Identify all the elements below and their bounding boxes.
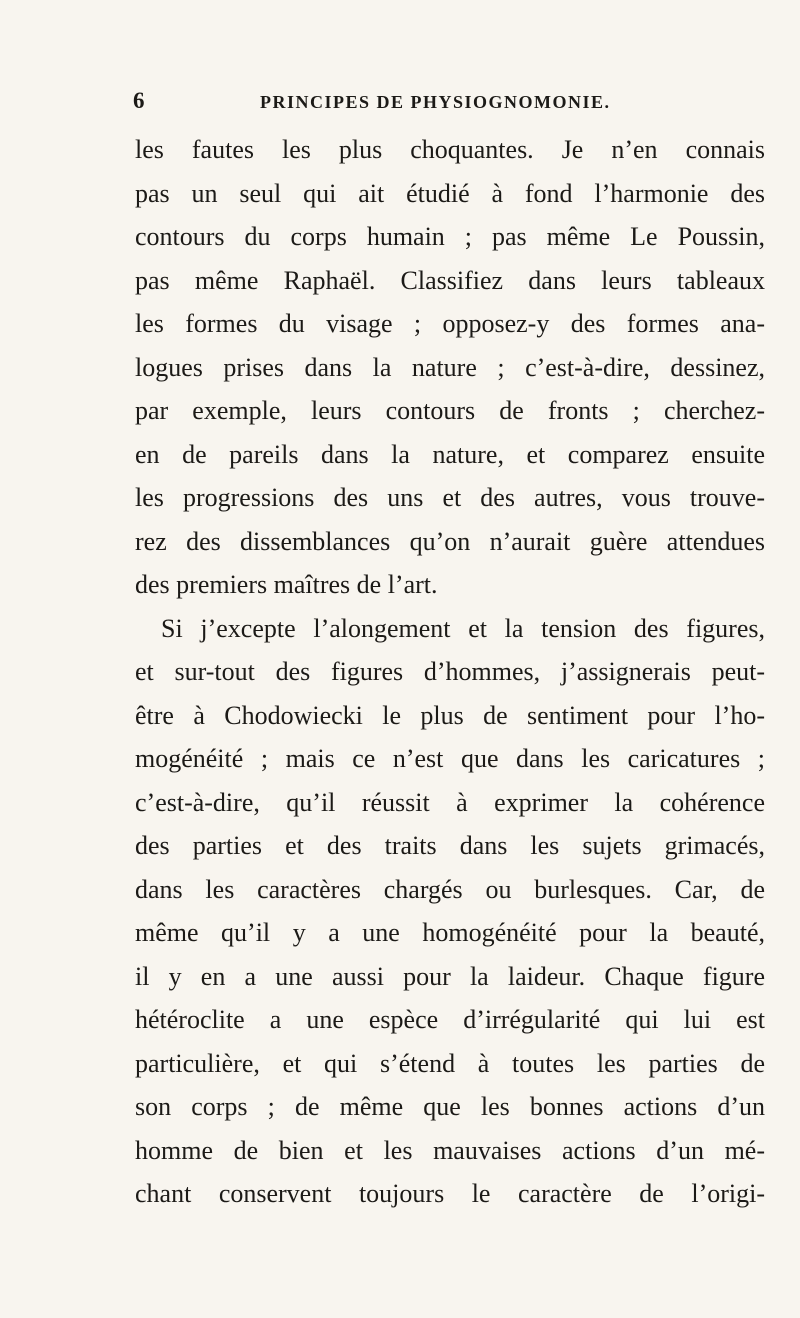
text-line: chant conservent toujours le caractère de l’origi- (135, 1179, 765, 1208)
text-line: hétéroclite a une espèce d’irrégularité qui lui est (135, 1005, 765, 1034)
text-line: les progressions des uns et des autres, vous trouve- (135, 483, 765, 512)
text-line: homme de bien et les mauvaises actions d’un mé- (135, 1135, 765, 1165)
text-line: et sur-tout des figures d’hommes, j’assignerais peut- (135, 657, 765, 686)
text-line: mogénéité ; mais ce n’est que dans les caricatures ; (135, 744, 765, 773)
text-line: être à Chodowiecki le plus de sentiment pour l’ho- (135, 700, 765, 730)
text-line: logues prises dans la nature ; c’est-à-dire, dessinez, (135, 352, 765, 382)
text-line: en de pareils dans la nature, et comparez ensuite (135, 439, 765, 469)
text-line: pas même Raphaël. Classifiez dans leurs tableaux (135, 265, 765, 295)
text-line: même qu’il y a une homogénéité pour la beauté, (135, 918, 765, 947)
page-header (133, 86, 793, 116)
text-line: par exemple, leurs contours de fronts ; cherchez- (135, 396, 765, 425)
paragraph-start-line: Si j’excepte l’alongement et la tension des figures, (161, 613, 765, 643)
text-line: rez des dissemblances qu’on n’aurait guère attendues (135, 526, 765, 556)
page-number: 6 (133, 88, 145, 113)
text-line: pas un seul qui ait étudié à fond l’harmonie des (135, 178, 765, 208)
text-line: il y en a une aussi pour la laideur. Chaque figure (135, 961, 765, 991)
body-text (135, 128, 765, 1216)
text-line: les formes du visage ; opposez-y des formes ana- (135, 309, 765, 338)
text-line: particulière, et qui s’étend à toutes les parties de (135, 1048, 765, 1078)
text-line: dans les caractères chargés ou burlesques. Car, de (135, 874, 765, 904)
text-line: c’est-à-dire, qu’il réussit à exprimer la cohérence (135, 787, 765, 817)
text-line: contours du corps humain ; pas même Le Poussin, (135, 222, 765, 251)
text-line: son corps ; de même que les bonnes actions d’un (135, 1092, 765, 1121)
running-title: PRINCIPES DE PHYSIOGNOMONIE. (260, 92, 611, 112)
text-line: des parties et des traits dans les sujets grimacés, (135, 831, 765, 860)
text-line: les fautes les plus choquantes. Je n’en connais (135, 135, 765, 164)
paragraph-end-line: des premiers maîtres de l’art. (135, 570, 438, 599)
